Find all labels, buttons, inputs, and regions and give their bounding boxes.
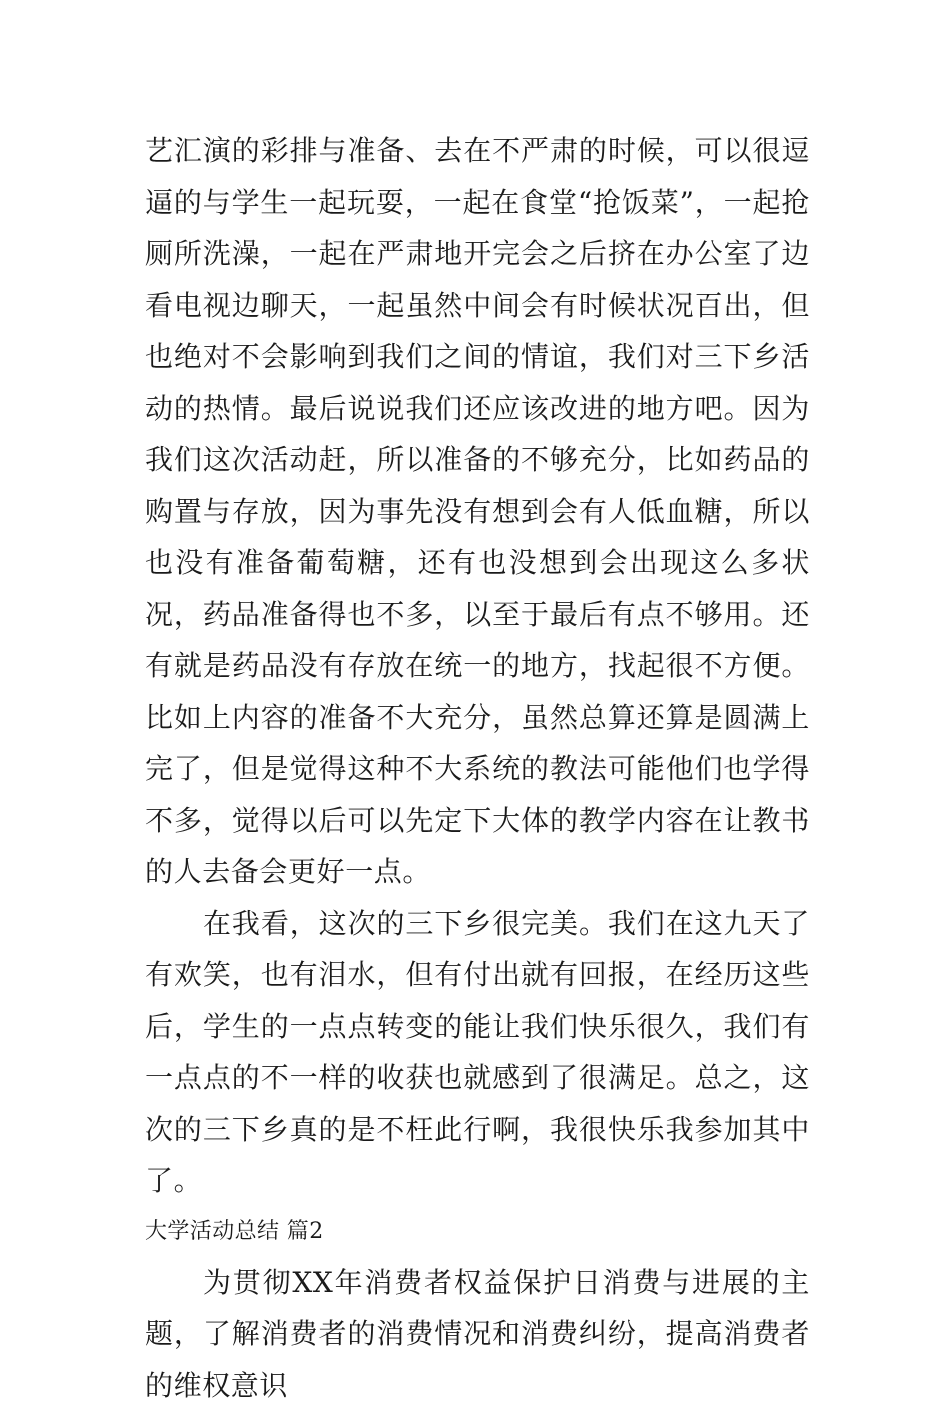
paragraph-reflection: 在我看，这次的三下乡很完美。我们在这九天了有欢笑，也有泪水，但有付出就有回报，在经历这些后，学生的一点点转变的能让我们快乐很久，我们有一点点的不一样的收获也就感到了很满足。总之，这次的三下乡真的是不枉此行啊，我很快乐我参加其中了。 — [145, 898, 810, 1207]
section-heading: 大学活动总结 篇2 — [145, 1207, 810, 1257]
paragraph-section-intro: 为贯彻XX年消费者权益保护日消费与进展的主题，了解消费者的消费情况和消费纠纷，提高消费者的维权意识 — [145, 1257, 810, 1411]
document-body — [145, 125, 810, 1411]
paragraph-continuation: 艺汇演的彩排与准备、去在不严肃的时候，可以很逗逼的与学生一起玩耍，一起在食堂“抢饭菜”，一起抢厕所洗澡，一起在严肃地开完会之后挤在办公室了边看电视边聊天，一起虽然中间会有时候状况百出，但也绝对不会影响到我们之间的情谊，我们对三下乡活动的热情。最后说说我们还应该改进的地方吧。因为我们这次活动赶，所以准备的不够充分，比如药品的购置与存放，因为事先没有想到会有人低血糖，所以也没有准备葡萄糖，还有也没想到会出现这么多状况，药品准备得也不多，以至于最后有点不够用。还有就是药品没有存放在统一的地方，找起很不方便。比如上内容的准备不大充分，虽然总算还算是圆满上完了，但是觉得这种不大系统的教法可能他们也学得不多，觉得以后可以先定下大体的教学内容在让教书的人去备会更好一点。 — [145, 125, 810, 898]
